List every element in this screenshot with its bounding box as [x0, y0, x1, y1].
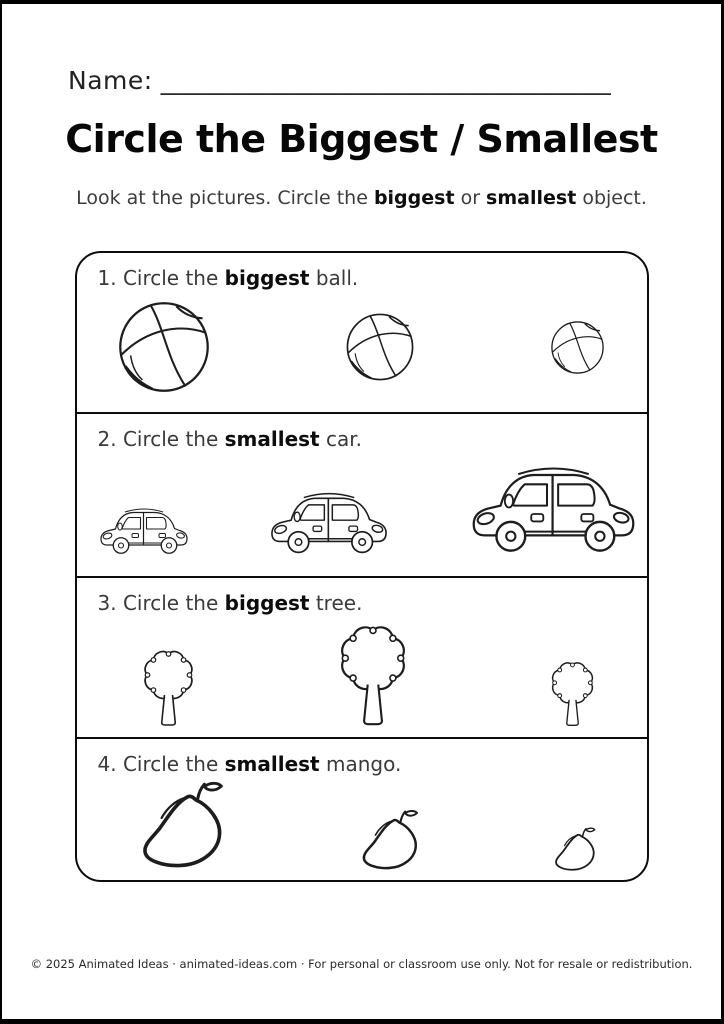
instructions-prefix: Look at the pictures. Circle the [76, 187, 374, 209]
question-suffix: ball. [309, 266, 359, 290]
instructions-suffix: object. [576, 187, 647, 209]
copyright-footer: © 2025 Animated Ideas · animated-ideas.com · For personal or classroom use only. Not for resale or redistribution. [30, 957, 693, 971]
worksheet-box [75, 251, 649, 882]
question-text-1 [77, 253, 647, 290]
instructions-mid: or [454, 187, 487, 209]
page-title: Circle the Biggest / Smallest [65, 117, 658, 161]
mango-icon-medium[interactable] [357, 808, 423, 874]
basketball-icon-medium[interactable] [345, 312, 415, 382]
answer-options-mangoes [77, 776, 647, 880]
answer-options-cars [77, 451, 647, 576]
name-field-line[interactable]: ____________________________________ [160, 66, 611, 95]
name-label: Name: [68, 66, 153, 95]
question-keyword: biggest [224, 266, 310, 290]
instructions-keyword-biggest: biggest [373, 187, 455, 209]
worksheet-row-trees [77, 578, 647, 739]
question-prefix: 1. Circle the [97, 266, 225, 290]
instructions-text [2, 187, 721, 209]
mango-icon-large[interactable] [135, 779, 230, 874]
answer-options-balls [77, 290, 647, 412]
question-prefix: 2. Circle the [97, 427, 225, 451]
basketball-icon-large[interactable] [117, 300, 211, 394]
question-keyword: biggest [224, 591, 310, 615]
tree-icon-medium[interactable] [135, 647, 202, 727]
question-keyword: smallest [224, 427, 320, 451]
mango-icon-small[interactable] [551, 826, 599, 874]
car-icon-large[interactable] [470, 459, 637, 556]
question-text-4 [77, 739, 647, 776]
car-icon-small[interactable] [99, 504, 189, 556]
question-text-3 [77, 578, 647, 615]
answer-options-trees [77, 615, 647, 737]
question-keyword: smallest [224, 752, 320, 776]
question-text-2 [77, 414, 647, 451]
tree-icon-small[interactable] [544, 659, 601, 727]
question-suffix: tree. [309, 591, 363, 615]
basketball-icon-small[interactable] [550, 320, 605, 375]
question-prefix: 3. Circle the [97, 591, 225, 615]
worksheet-row-mangoes [77, 739, 647, 880]
worksheet-row-cars [77, 414, 647, 578]
instructions-keyword-smallest: smallest [486, 187, 577, 209]
car-icon-medium[interactable] [269, 487, 389, 556]
tree-icon-large[interactable] [329, 621, 417, 727]
question-suffix: mango. [319, 752, 402, 776]
question-prefix: 4. Circle the [97, 752, 225, 776]
question-suffix: car. [319, 427, 362, 451]
worksheet-row-balls [77, 253, 647, 414]
name-row [68, 66, 661, 95]
